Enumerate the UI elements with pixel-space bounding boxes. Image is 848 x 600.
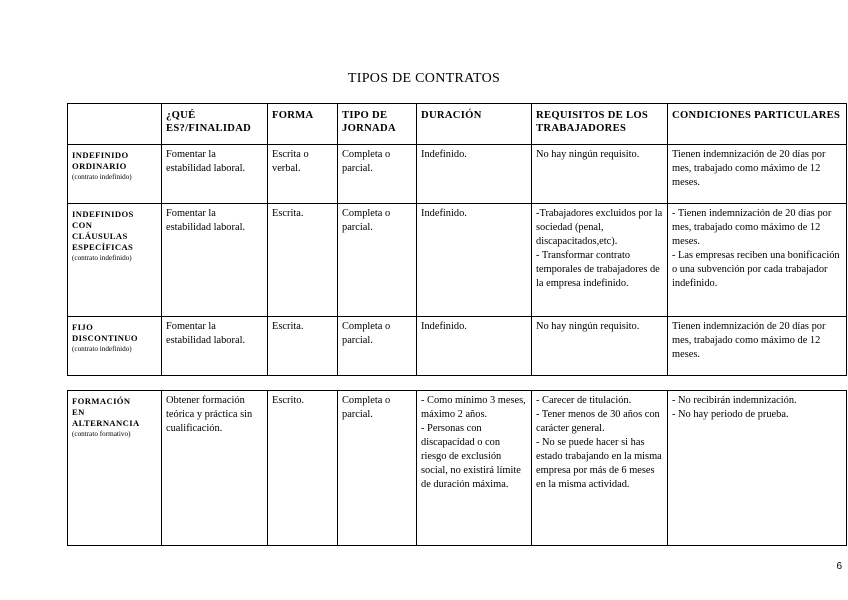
cell-que: Fomentar la estabilidad laboral.: [162, 204, 268, 317]
cell-jornada: Completa o parcial.: [338, 317, 417, 376]
header-requisitos: REQUISITOS DE LOS TRABAJADORES: [532, 104, 668, 145]
cell-que: Fomentar la estabilidad laboral.: [162, 145, 268, 204]
cell-requisitos: [532, 391, 668, 546]
table-row: [68, 391, 847, 546]
row-label: [68, 317, 162, 376]
row-name-line: INDEFINIDOS: [72, 209, 134, 219]
table-row: [68, 317, 847, 376]
cell-condiciones: Tienen indemnización de 20 días por mes, trabajado como máximo de 12 meses.: [668, 317, 847, 376]
header-que: ¿QUÉ ES?/FINALIDAD: [162, 104, 268, 145]
row-name-line: EN: [72, 407, 85, 417]
row-subtitle: (contrato indefinido): [72, 254, 132, 262]
header-cell-empty: [68, 104, 162, 145]
header-condiciones: CONDICIONES PARTICULARES: [668, 104, 847, 145]
table-row: [68, 204, 847, 317]
row-subtitle: (contrato formativo): [72, 430, 131, 438]
header-duracion: DURACIÓN: [417, 104, 532, 145]
page-number: 6: [836, 561, 842, 572]
cell-forma: Escrita.: [268, 204, 338, 317]
row-name-line: ALTERNANCIA: [72, 418, 140, 428]
document-title: TIPOS DE CONTRATOS: [347, 71, 501, 86]
row-name-line: ORDINARIO: [72, 161, 127, 171]
cell-jornada: Completa o parcial.: [338, 145, 417, 204]
cell-condiciones: [668, 391, 847, 546]
contracts-table-formativo: [67, 390, 847, 546]
row-label: [68, 145, 162, 204]
row-name-line: CLÁUSULAS: [72, 231, 128, 241]
row-name-line: INDEFINIDO: [72, 150, 129, 160]
requisito-line: - No se puede hacer si has estado trabajando en la misma empresa por más de 6 meses en la misma actividad.: [536, 437, 662, 490]
row-name-line: FORMACIÓN: [72, 396, 131, 406]
requisito-line: - Carecer de titulación.: [536, 395, 632, 406]
cell-que: Obtener formación teórica y práctica sin cualificación.: [162, 391, 268, 546]
duracion-line: - Como mínimo 3 meses, máximo 2 años.: [421, 395, 526, 420]
condicion-line: - Tienen indemnización de 20 días por mes, trabajado como máximo de 12 meses.: [672, 208, 832, 247]
row-name-line: FIJO: [72, 322, 94, 332]
cell-forma: Escrita o verbal.: [268, 145, 338, 204]
cell-requisitos: No hay ningún requisito.: [532, 145, 668, 204]
condicion-line: - No hay periodo de prueba.: [672, 409, 789, 420]
row-label: [68, 204, 162, 317]
row-name-line: DISCONTINUO: [72, 333, 138, 343]
cell-jornada: Completa o parcial.: [338, 391, 417, 546]
cell-duracion: Indefinido.: [417, 204, 532, 317]
cell-duracion: [417, 391, 532, 546]
header-forma: FORMA: [268, 104, 338, 145]
cell-duracion: Indefinido.: [417, 317, 532, 376]
requisito-line: - Transformar contrato temporales de trabajadores de la empresa indefinido.: [536, 250, 660, 289]
contracts-table: [67, 103, 847, 376]
requisito-line: -Trabajadores excluidos por la sociedad (penal, discapacitados,etc).: [536, 208, 663, 247]
requisito-line: - Tener menos de 30 años con carácter general.: [536, 409, 660, 434]
cell-requisitos: No hay ningún requisito.: [532, 317, 668, 376]
row-subtitle: (contrato indefinido): [72, 173, 132, 181]
cell-que: Fomentar la estabilidad laboral.: [162, 317, 268, 376]
row-subtitle: (contrato indefinido): [72, 345, 132, 353]
header-row: [68, 104, 847, 145]
table-row: [68, 145, 847, 204]
cell-duracion: Indefinido.: [417, 145, 532, 204]
row-name-line: ESPECÍFICAS: [72, 242, 134, 252]
header-jornada: TIPO DE JORNADA: [338, 104, 417, 145]
cell-requisitos: [532, 204, 668, 317]
cell-jornada: Completa o parcial.: [338, 204, 417, 317]
duracion-line: - Personas con discapacidad o con riesgo de exclusión social, no existirá límite de duración máxima.: [421, 423, 521, 490]
cell-condiciones: [668, 204, 847, 317]
row-label: [68, 391, 162, 546]
cell-forma: Escrita.: [268, 317, 338, 376]
condicion-line: - Las empresas reciben una bonificación o una subvención por cada trabajador indefinido.: [672, 250, 840, 289]
condicion-line: - No recibirán indemnización.: [672, 395, 797, 406]
cell-condiciones: Tienen indemnización de 20 días por mes, trabajado como máximo de 12 meses.: [668, 145, 847, 204]
row-name-line: CON: [72, 220, 93, 230]
cell-forma: Escrito.: [268, 391, 338, 546]
